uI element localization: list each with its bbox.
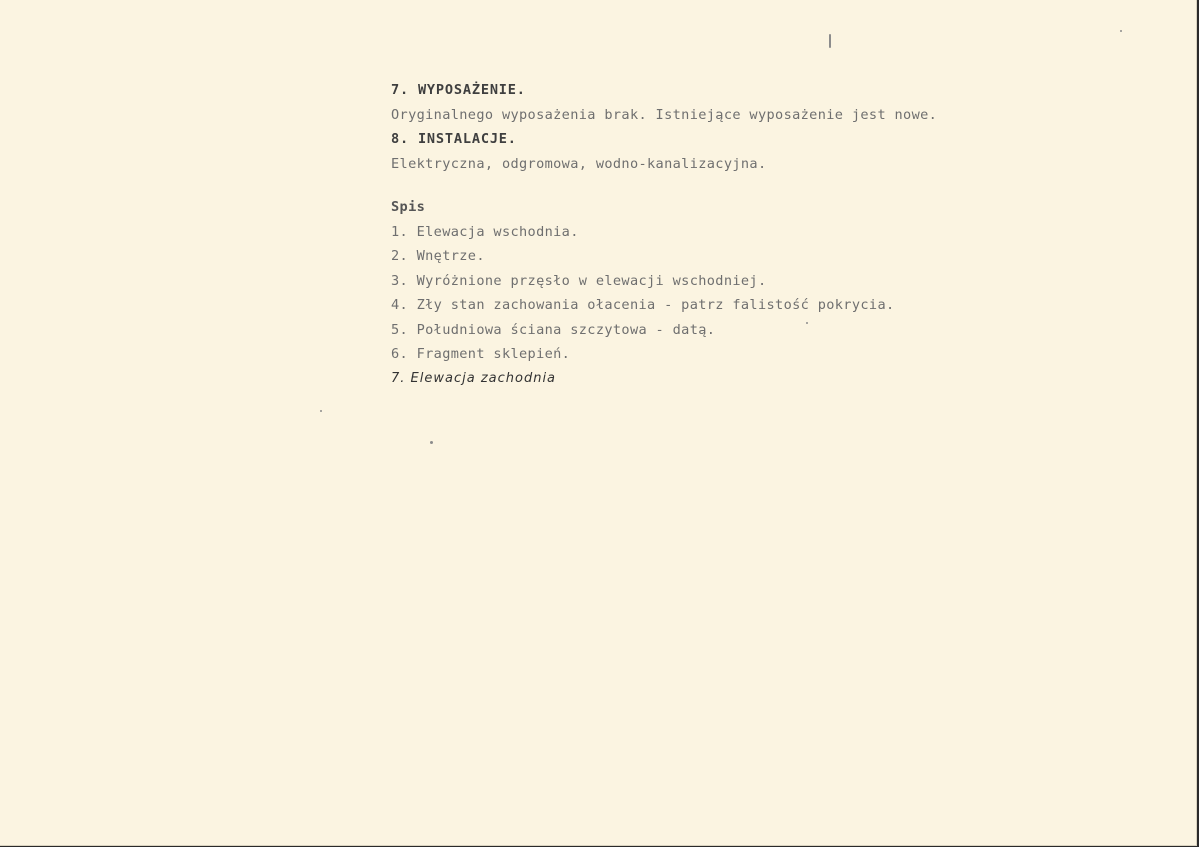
- spis-item: 6. Fragment sklepień.: [391, 346, 571, 362]
- spis-item: 3. Wyróżnione przęsło w elewacji wschodniej.: [391, 272, 767, 289]
- spis-title: Spis: [391, 199, 426, 215]
- spis-item: 4. Zły stan zachowania ołacenia - patrz falistość pokrycia.: [391, 297, 895, 313]
- document-content: [391, 78, 1151, 391]
- section-heading-wyposazenie: 7. WYPOSAŻENIE.: [391, 82, 526, 98]
- spis-item-handwritten: 7. Elewacja zachodnia: [391, 370, 557, 386]
- section-text-wyposazenie: Oryginalnego wyposażenia brak. Istniejące wyposażenie jest nowe.: [391, 106, 938, 123]
- section-heading-instalacje: 8. INSTALACJE.: [391, 131, 517, 147]
- spis-item: 1. Elewacja wschodnia.: [391, 223, 579, 240]
- spis-item: 2. Wnętrze.: [391, 248, 485, 264]
- section-text-instalacje: Elektryczna, odgromowa, wodno-kanalizacyjna.: [391, 155, 767, 172]
- spacer: [391, 176, 1151, 195]
- spis-item: 5. Południowa ściana szczytowa - datą.: [391, 321, 716, 338]
